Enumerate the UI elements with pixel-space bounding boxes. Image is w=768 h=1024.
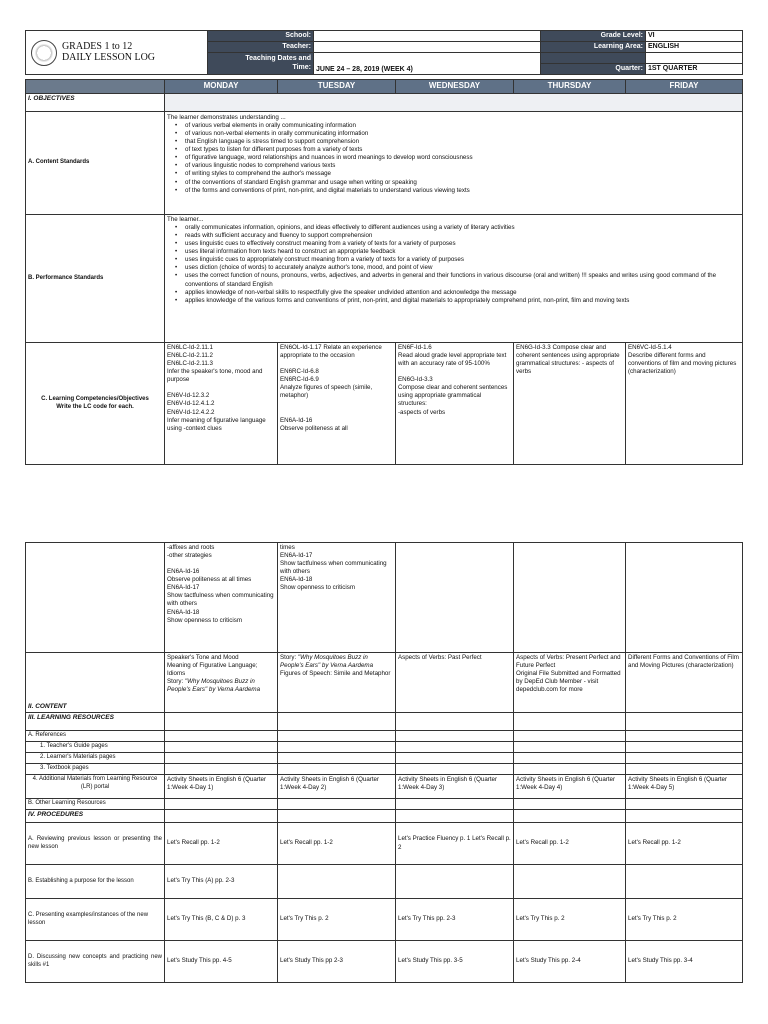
objectives-fill [165,94,743,112]
cont-friday [626,543,743,653]
procedure-d-wednesday: Let's Study This pp. 3-5 [396,941,514,983]
list-item: • of writing styles to comprehend the author's message [167,170,740,178]
procedure-c-label: C. Presenting examples/instances of the new lesson [26,899,165,941]
list-item: • uses the correct function of nouns, pronouns, verbs, adjectives, and adverbs in general and their functions in various discourse (oral and written) !!! speaks and writes using good command of the conventions of standard English [167,272,740,288]
learning-area-label: Learning Area: [541,42,646,53]
list-item: • that English language is stress timed to support comprehension [167,138,740,146]
day-tuesday: TUESDAY [278,80,396,94]
content-heading: II. CONTENT [26,653,165,713]
additional-wednesday: Activity Sheets in English 6 (Quarter 1:Week 4-Day 3) [396,775,514,799]
content-standards-intro: The learner demonstrates understanding ... [167,114,286,121]
school-label: School: [208,31,314,42]
cont-tuesday: times EN6A-Id-17 Show tactfulness when communicating with others EN6A-Id-18 Show openness to criticism [278,543,396,653]
list-item: • of various linguistic nodes to comprehend various texts [167,162,740,170]
content-tuesday: Story: "Why Mosquitoes Buzz in People's Ears" by Verna Aardema Figures of Speech: Simile and Metaphor [278,653,396,713]
lesson-table-page1 [25,79,743,465]
procedure-c-monday: Let's Try This (B, C & D) p. 3 [165,899,278,941]
competencies-label: C. Learning Competencies/Objectives Write the LC code for each. [26,343,165,465]
list-item: • of various non-verbal elements in orally communicating information [167,130,740,138]
list-item: • reads with sufficient accuracy and fluency to support comprehension [167,232,740,240]
performance-standards-body [165,215,743,343]
procedure-a-tuesday: Let's Recall pp. 1-2 [278,823,396,865]
procedure-b-tuesday [278,865,396,899]
procedure-d-label: D. Discussing new concepts and practicing new skills #1 [26,941,165,983]
procedure-b-wednesday [396,865,514,899]
quarter-value: 1ST QUARTER [646,64,743,75]
teachers-guide-label: 1. Teacher's Guide pages [26,742,165,753]
teaching-dates-value: JUNE 24 – 28, 2019 (WEEK 4) [314,53,541,75]
content-friday: Different Forms and Conventions of Film and Moving Pictures (characterization) [626,653,743,713]
cont-wednesday [396,543,514,653]
day-thursday: THURSDAY [514,80,626,94]
procedure-a-thursday: Let's Recall pp. 1-2 [514,823,626,865]
list-item: • applies knowledge of non-verbal skills to respectfully give the speaker undivided attention and acknowledge the message [167,289,740,297]
performance-standards-label: B. Performance Standards [26,215,165,343]
resources-heading: III. LEARNING RESOURCES [26,713,165,731]
learners-materials-label: 2. Learner's Materials pages [26,753,165,764]
additional-friday: Activity Sheets in English 6 (Quarter 1:Week 4-Day 5) [626,775,743,799]
procedure-d-monday: Let's Study This pp. 4-5 [165,941,278,983]
procedure-b-thursday [514,865,626,899]
additional-thursday: Activity Sheets in English 6 (Quarter 1:Week 4-Day 4) [514,775,626,799]
deped-seal-icon [31,40,57,66]
list-item: • uses linguistic cues to appropriately construct meaning from a variety of texts for a variety of purposes [167,256,740,264]
additional-monday: Activity Sheets in English 6 (Quarter 1:Week 4-Day 1) [165,775,278,799]
additional-materials-label: 4. Additional Materials from Learning Resource (LR) portal [26,775,165,799]
teacher-value [314,42,541,53]
content-thursday: Aspects of Verbs: Present Perfect and Future Perfect Original File Submitted and Formatted by DepEd Club Member - visit depedclub.com for more [514,653,626,713]
procedure-a-monday: Let's Recall pp. 1-2 [165,823,278,865]
list-item: • of the forms and conventions of print, non-print, and digital materials to understand various viewing texts [167,187,740,195]
other-resources-label: B. Other Learning Resources [26,799,165,810]
competency-thursday: EN6G-Id-3.3 Compose clear and coherent sentences using appropriate grammatical structures: - aspects of verbs [514,343,626,465]
spacer [646,53,743,64]
additional-tuesday: Activity Sheets in English 6 (Quarter 1:Week 4-Day 2) [278,775,396,799]
competency-friday: EN6VC-Id-5.1.4 Describe different forms and conventions of film and moving pictures (characterization) [626,343,743,465]
teaching-dates-label: Teaching Dates and Time: [208,53,314,75]
teacher-label: Teacher: [208,42,314,53]
procedure-a-wednesday: Let's Practice Fluency p. 1 Let's Recall p. 2 [396,823,514,865]
performance-standards-intro: The learner... [167,216,204,223]
day-wednesday: WEDNESDAY [396,80,514,94]
procedures-heading: IV. PROCEDURES [26,810,165,823]
content-wednesday: Aspects of Verbs: Past Perfect [396,653,514,713]
procedure-a-label: A. Reviewing previous lesson or presenting the new lesson [26,823,165,865]
day-monday: MONDAY [165,80,278,94]
textbook-label: 3. Textbook pages [26,764,165,775]
references-label: A. References [26,731,165,742]
procedure-c-friday: Let's Try This p. 2 [626,899,743,941]
logo-cell [26,31,208,75]
list-item: • of the conventions of standard English grammar and usage when writing or speaking [167,179,740,187]
cont-monday: -affixes and roots -other strategies EN6A-Id-16 Observe politeness at all times EN6A-Id-17 Show tactfulness when communicating with others EN6A-Id-18 Show openness to criticism [165,543,278,653]
procedure-c-wednesday: Let's Try This pp. 2-3 [396,899,514,941]
competency-monday: EN6LC-Id-2.11.1 EN6LC-Id-2.11.2 EN6LC-Id-2.11.3 Infer the speaker's tone, mood and purpose EN6V-Id-12.3.2 EN6V-Id-12.4.1.2 EN6V-Id-12.4.2.2 Infer meaning of figurative language using -context clues [165,343,278,465]
competency-wednesday: EN6F-Id-1.6 Read aloud grade level appropriate text with an accuracy rate of 95-100% EN6G-Id-3.3 Compose clear and coherent sentences using appropriate grammatical structures: -aspects of verbs [396,343,514,465]
list-item: • applies knowledge of the various forms and conventions of print, non-print, and digital materials to appropriately comprehend print, non-print, film and moving texts [167,297,740,305]
cont-thursday [514,543,626,653]
procedure-b-label: B. Establishing a purpose for the lesson [26,865,165,899]
content-standards-label: A. Content Standards [26,112,165,215]
day-friday: FRIDAY [626,80,743,94]
list-item: • orally communicates information, opinions, and ideas effectively to different audiences using a variety of literary activities [167,224,740,232]
learning-area-value: ENGLISH [646,42,743,53]
spacer [541,53,646,64]
page-title: GRADES 1 to 12 DAILY LESSON LOG [61,41,156,63]
grade-level-label: Grade Level: [541,31,646,42]
procedure-b-monday: Let's Try This (A) pp. 2-3 [165,865,278,899]
procedure-d-friday: Let's Study This pp. 3-4 [626,941,743,983]
procedure-d-tuesday: Let's Study This pp 2-3 [278,941,396,983]
procedure-a-friday: Let's Recall pp. 1-2 [626,823,743,865]
content-monday: Speaker's Tone and Mood Meaning of Figurative Language; Idioms Story: "Why Mosquitoes Buzz in People's Ears" by Verna Aardema [165,653,278,713]
list-item: • of text types to listen for different purposes from a variety of texts [167,146,740,154]
procedure-b-friday [626,865,743,899]
header-table [25,30,743,75]
quarter-label: Quarter: [541,64,646,75]
procedure-d-thursday: Let's Study This pp. 2-4 [514,941,626,983]
grade-level-value: VI [646,31,743,42]
lesson-table-page2 [25,542,743,983]
procedure-c-tuesday: Let's Try This p. 2 [278,899,396,941]
list-item: • uses linguistic cues to effectively construct meaning from a variety of texts for a variety of purposes [167,240,740,248]
continued-label [26,543,165,653]
list-item: • of figurative language, word relationships and nuances in word meanings to develop word consciousness [167,154,740,162]
list-item: • uses diction (choice of words) to accurately analyze author's tone, mood, and point of view [167,264,740,272]
procedure-c-thursday: Let's Try This p. 2 [514,899,626,941]
competency-tuesday: EN6OL-Id-1.17 Relate an experience appropriate to the occasion EN6RC-Id-6.8 EN6RC-Id-6.9 Analyze figures of speech (simile, metaphor) EN6A-Id-16 Observe politeness at all [278,343,396,465]
school-value [314,31,541,42]
corner-cell [26,80,165,94]
objectives-heading: I. OBJECTIVES [26,94,165,112]
list-item: • uses literal information from texts heard to construct an appropriate feedback [167,248,740,256]
list-item: • of various verbal elements in orally communicating information [167,122,740,130]
content-standards-body [165,112,743,215]
